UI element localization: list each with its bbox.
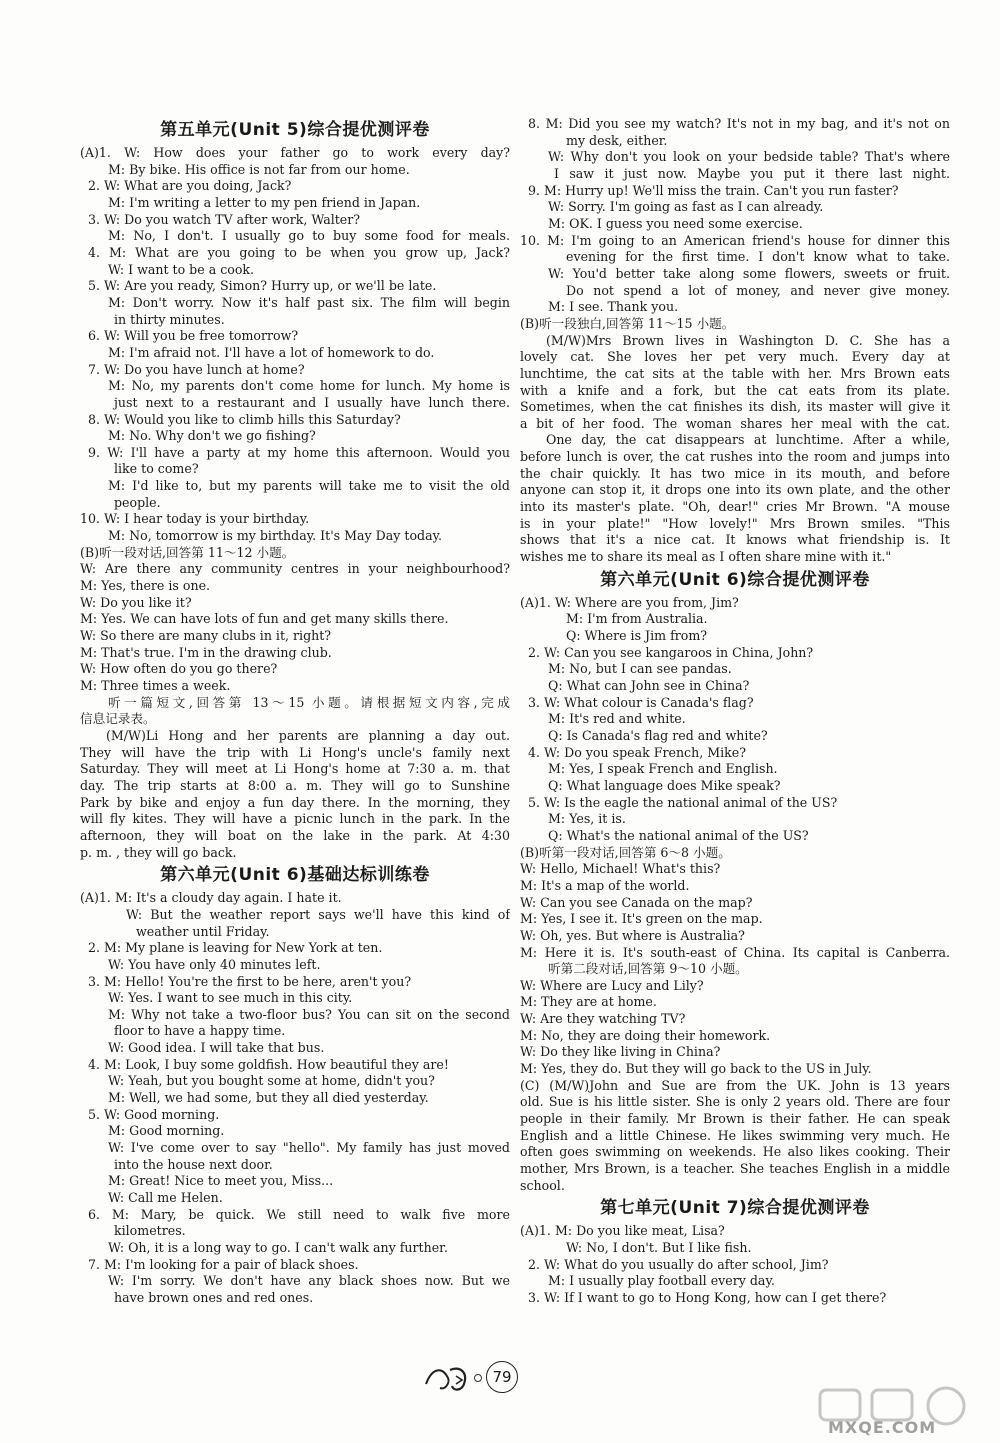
text-line: W: Can you see Canada on the map? bbox=[520, 894, 753, 910]
text-line: M: That's true. I'm in the drawing club. bbox=[80, 644, 332, 660]
text-line: 6. M: Mary, be quick. We still need to walk five more bbox=[88, 1206, 510, 1222]
text-line: 9. M: Hurry up! We'll miss the train. Can't you run faster? bbox=[528, 182, 899, 198]
text-line: old. Sue is his little sister. She is only 2 years old. There are four bbox=[520, 1094, 950, 1110]
text-line: Q: Is Canada's flag red and white? bbox=[548, 727, 768, 743]
text-line: 6. W: Will you be free tomorrow? bbox=[88, 328, 299, 344]
text-line: the chair quickly. It has two mice in its mouth, and before bbox=[520, 465, 950, 481]
text-line: into the house next door. bbox=[114, 1156, 273, 1172]
text-line: school. bbox=[520, 1177, 565, 1193]
text-line: lunchtime, the cat sits at the table with her. Mrs Brown eats bbox=[520, 365, 950, 381]
text-line: M: No, but I can see pandas. bbox=[548, 661, 732, 677]
text-line: W: Yeah, but you bought some at home, didn't you? bbox=[108, 1073, 435, 1089]
text-line: English and a little Chinese. He likes swimming very much. He bbox=[520, 1127, 950, 1143]
text-line: M: Here it is. It's south-east of China. Its capital is Canberra. bbox=[520, 944, 950, 960]
text-line: 4. W: Do you speak French, Mike? bbox=[528, 744, 746, 760]
text-line: W: Yes. I want to see much in this city. bbox=[108, 990, 353, 1006]
text-line: M: I'd like to, but my parents will take me to visit the old bbox=[108, 478, 510, 494]
text-line: M: Don't worry. Now it's half past six. The film will begin bbox=[108, 294, 510, 310]
text-line: (B)听一段独白,回答第 11～15 小题。 bbox=[520, 315, 735, 331]
text-line: a bit of her food. The woman shares her meal with the cat. bbox=[520, 415, 950, 431]
text-line: M: I'm afraid not. I'll have a lot of homework to do. bbox=[108, 344, 435, 360]
text-line: (A)1. W: How does your father go to work every day? bbox=[80, 145, 510, 160]
text-line: is in your plate!" "How lovely!" Mrs Brown smiles. "This bbox=[520, 515, 950, 531]
text-line: M: No. Why don't we go fishing? bbox=[108, 428, 316, 444]
text-line: just next to a restaurant and I usually have lunch there. bbox=[114, 394, 510, 410]
text-line: Sometimes, when the cat finishes its dish, its master will give it bbox=[520, 399, 950, 415]
text-line: Q: What language does Mike speak? bbox=[548, 777, 781, 793]
text-line: 2. W: What are you doing, Jack? bbox=[88, 178, 292, 194]
text-line: (M/W)Li Hong and her parents are planning a day out. bbox=[106, 727, 510, 743]
text-line: 5. W: Are you ready, Simon? Hurry up, or we'll be late. bbox=[88, 278, 437, 294]
text-line: M: No, they are doing their homework. bbox=[520, 1027, 771, 1043]
text-line: 10. M: I'm going to an American friend's house for dinner this bbox=[520, 232, 950, 248]
text-line: 2. W: What do you usually do after school, Jim? bbox=[528, 1256, 829, 1272]
text-line: 4. M: What are you going to be when you grow up, Jack? bbox=[88, 244, 510, 260]
text-line: afternoon, they will boat on the lake in the park. At 4:30 bbox=[80, 827, 510, 843]
text-line: M: No, tomorrow is my birthday. It's May Day today. bbox=[108, 528, 443, 544]
text-line: M: I'm writing a letter to my pen friend in Japan. bbox=[108, 194, 421, 210]
text-line: (A)1. M: It's a cloudy day again. I hate it. bbox=[80, 890, 342, 906]
text-line: M: Yes, I speak French and English. bbox=[548, 761, 778, 777]
text-line: 8. W: Would you like to climb hills this Saturday? bbox=[88, 411, 401, 427]
text-line: 10. W: I hear today is your birthday. bbox=[80, 511, 310, 527]
text-line: W: I'm sorry. We don't have any black shoes now. But we bbox=[108, 1273, 510, 1289]
text-line: in thirty minutes. bbox=[114, 311, 225, 327]
text-line: W: Good idea. I will take that bus. bbox=[108, 1040, 325, 1056]
text-line: (B)听一段对话,回答第 11～12 小题。 bbox=[80, 544, 295, 560]
section-heading: 第六单元(Unit 6)基础达标训练卷 bbox=[160, 865, 430, 886]
text-line: M: They are at home. bbox=[520, 994, 657, 1010]
text-line: W: You have only 40 minutes left. bbox=[108, 956, 321, 972]
text-line: people in their family. Mr Brown is their father. He can speak bbox=[520, 1111, 950, 1127]
text-line: W: I've come over to say "hello". My family has just moved bbox=[108, 1140, 510, 1156]
text-line: 2. W: Can you see kangaroos in China, John? bbox=[528, 644, 814, 660]
page-footer bbox=[420, 1358, 550, 1398]
text-line: M: Yes, they do. But they will go back to the US in July. bbox=[520, 1061, 872, 1077]
text-line: M: I'm from Australia. bbox=[566, 611, 708, 627]
text-line: W: Call me Helen. bbox=[108, 1190, 223, 1206]
text-line: 听一篇短文,回答第 13～15 小题。请根据短文内容,完成 bbox=[108, 694, 510, 710]
text-line: with a knife and a fork, but the cat eats from its plate. bbox=[520, 382, 950, 398]
text-line: (M/W)Mrs Brown lives in Washington D. C. She has a bbox=[546, 332, 950, 348]
text-line: M: It's a map of the world. bbox=[520, 877, 690, 893]
text-line: (B)听第一段对话,回答第 6～8 小题。 bbox=[520, 844, 731, 860]
text-line: W: Are there any community centres in your neighbourhood? bbox=[80, 561, 510, 577]
text-line: M: Three times a week. bbox=[80, 678, 231, 693]
text-line: 听第二段对话,回答第 9～10 小题。 bbox=[548, 961, 748, 977]
text-line: W: Why don't you look on your bedside table? That's where bbox=[548, 149, 950, 165]
text-line: will fly kites. They will have a picnic lunch in the park. In the bbox=[80, 811, 510, 827]
text-line: One day, the cat disappears at lunchtime. After a while, bbox=[546, 432, 950, 448]
text-line: W: Oh, yes. But where is Australia? bbox=[520, 927, 745, 943]
text-line: 3. W: If I want to go to Hong Kong, how can I get there? bbox=[528, 1289, 887, 1305]
text-line: lovely cat. She loves her pet very much. Every day at bbox=[520, 349, 950, 365]
text-line: 8. M: Did you see my watch? It's not in my bag, and it's not on bbox=[528, 116, 950, 131]
text-line: I saw it just now. Maybe you put it there last night. bbox=[554, 165, 950, 181]
text-line: kilometres. bbox=[114, 1223, 186, 1239]
text-line: W: I want to be a cook. bbox=[108, 261, 255, 277]
text-line: 7. M: I'm looking for a pair of black shoes. bbox=[88, 1256, 359, 1272]
text-line: W: Sorry. I'm going as fast as I can already. bbox=[548, 199, 824, 215]
text-line: often goes swimming on weekends. He also likes cooking. Their bbox=[520, 1144, 950, 1160]
text-line: Q: Where is Jim from? bbox=[566, 628, 708, 644]
text-line: M: Yes. We can have lots of fun and get many skills there. bbox=[80, 611, 449, 627]
text-line: M: Well, we had some, but they all died yesterday. bbox=[108, 1090, 429, 1106]
text-line: (A)1. W: Where are you from, Jim? bbox=[520, 594, 739, 610]
text-line: (C) (M/W)John and Sue are from the UK. John is 13 years bbox=[520, 1077, 950, 1093]
left-column bbox=[80, 116, 510, 1307]
text-line: shows that it's a nice cat. It knows what friendship is. It bbox=[520, 532, 950, 548]
text-line: M: I usually play football every day. bbox=[548, 1273, 775, 1289]
text-line: into its master's plate. "Oh, dear!" cries Mr Brown. "A mouse bbox=[520, 499, 950, 515]
text-line: like to come? bbox=[114, 461, 199, 477]
text-line: W: How often do you go there? bbox=[80, 661, 278, 677]
text-line: M: Great! Nice to meet you, Miss... bbox=[108, 1173, 334, 1189]
watermark-site-text: MXQE.COM bbox=[828, 1418, 937, 1437]
page-number: 79 bbox=[486, 1361, 518, 1393]
text-line: people. bbox=[114, 494, 161, 510]
text-line: 5. W: Is the eagle the national animal of the US? bbox=[528, 794, 838, 810]
text-line: W: You'd better take along some flowers, sweets or fruit. bbox=[548, 265, 950, 281]
text-line: 3. W: What colour is Canada's flag? bbox=[528, 694, 754, 710]
text-line: W: But the weather report says we'll have this kind of bbox=[126, 906, 510, 922]
text-line: W: Oh, it is a long way to go. I can't walk any further. bbox=[108, 1240, 448, 1255]
fish-ornament-icon bbox=[420, 1362, 480, 1396]
text-line: Q: What's the national animal of the US? bbox=[548, 827, 809, 843]
text-line: M: No, I don't. I usually go to buy some food for meals. bbox=[108, 228, 510, 244]
text-line: mother, Mrs Brown, is a teacher. She teaches English in a middle bbox=[520, 1161, 950, 1177]
text-line: p. m. , they will go back. bbox=[80, 844, 237, 860]
text-line: M: By bike. His office is not far from our home. bbox=[108, 161, 410, 177]
right-column bbox=[520, 116, 950, 1307]
text-line: W: So there are many clubs in it, right? bbox=[80, 628, 332, 644]
text-line: floor to have a happy time. bbox=[114, 1023, 286, 1039]
text-line: W: No, I don't. But I like fish. bbox=[566, 1240, 752, 1255]
text-line: M: No, my parents don't come home for lunch. My home is bbox=[108, 378, 510, 394]
text-line: weather until Friday. bbox=[136, 923, 270, 939]
text-line: my desk, either. bbox=[566, 132, 668, 148]
text-line: W: Where are Lucy and Lily? bbox=[520, 977, 704, 993]
text-line: wishes me to share its meal as I often share mine with it." bbox=[520, 549, 892, 565]
text-line: 3. M: Hello! You're the first to be here, aren't you? bbox=[88, 973, 412, 989]
text-line: Park by bike and enjoy a fun day there. In the morning, they bbox=[80, 794, 510, 810]
text-line: Q: What can John see in China? bbox=[548, 678, 750, 693]
text-line: M: Yes, there is one. bbox=[80, 578, 211, 594]
text-line: 9. W: I'll have a party at my home this afternoon. Would you bbox=[88, 444, 510, 460]
text-line: (A)1. M: Do you like meat, Lisa? bbox=[520, 1223, 725, 1239]
text-line: 7. W: Do you have lunch at home? bbox=[88, 361, 305, 377]
text-line: 2. M: My plane is leaving for New York at ten. bbox=[88, 940, 383, 956]
text-line: day. The trip starts at 8:00 a. m. They will go to Sunshine bbox=[80, 777, 510, 793]
text-line: 信息记录表。 bbox=[80, 711, 156, 727]
text-line: Saturday. They will meet at Li Hong's home at 7:30 a. m. that bbox=[80, 761, 510, 777]
text-line: 5. W: Good morning. bbox=[88, 1106, 220, 1122]
section-heading: 第六单元(Unit 6)综合提优测评卷 bbox=[600, 569, 870, 590]
text-line: M: Yes, it is. bbox=[548, 811, 626, 827]
text-line: M: Good morning. bbox=[108, 1123, 225, 1139]
text-line: They will have the trip with Li Hong's uncle's family next bbox=[80, 744, 510, 760]
text-line: W: Hello, Michael! What's this? bbox=[520, 861, 721, 877]
text-line: M: OK. I guess you need some exercise. bbox=[548, 215, 803, 231]
text-line: evening for the first time. I don't know what to take. bbox=[566, 249, 950, 265]
text-line: W: Do they like living in China? bbox=[520, 1044, 721, 1060]
text-line: Do not spend a lot of money, and never give money. bbox=[566, 282, 950, 298]
text-line: W: Do you like it? bbox=[80, 594, 192, 610]
text-line: M: Yes, I see it. It's green on the map. bbox=[520, 911, 763, 927]
section-heading: 第五单元(Unit 5)综合提优测评卷 bbox=[160, 120, 430, 140]
text-line: anyone can stop it, it drops one into its own plate, and the other bbox=[520, 482, 950, 498]
text-line: M: It's red and white. bbox=[548, 711, 686, 727]
text-line: M: I see. Thank you. bbox=[548, 299, 679, 315]
text-line: have brown ones and red ones. bbox=[114, 1289, 314, 1305]
text-line: 3. W: Do you watch TV after work, Walter? bbox=[88, 211, 361, 227]
separator-dot bbox=[474, 1374, 482, 1382]
text-line: before lunch is over, the cat rushes into the room and jumps into bbox=[520, 449, 950, 465]
section-heading: 第七单元(Unit 7)综合提优测评卷 bbox=[600, 1198, 870, 1219]
text-line: M: Why not take a two-floor bus? You can sit on the second bbox=[108, 1006, 510, 1022]
text-line: W: Are they watching TV? bbox=[520, 1011, 686, 1027]
text-line: 4. M: Look, I buy some goldfish. How beautiful they are! bbox=[88, 1056, 449, 1072]
